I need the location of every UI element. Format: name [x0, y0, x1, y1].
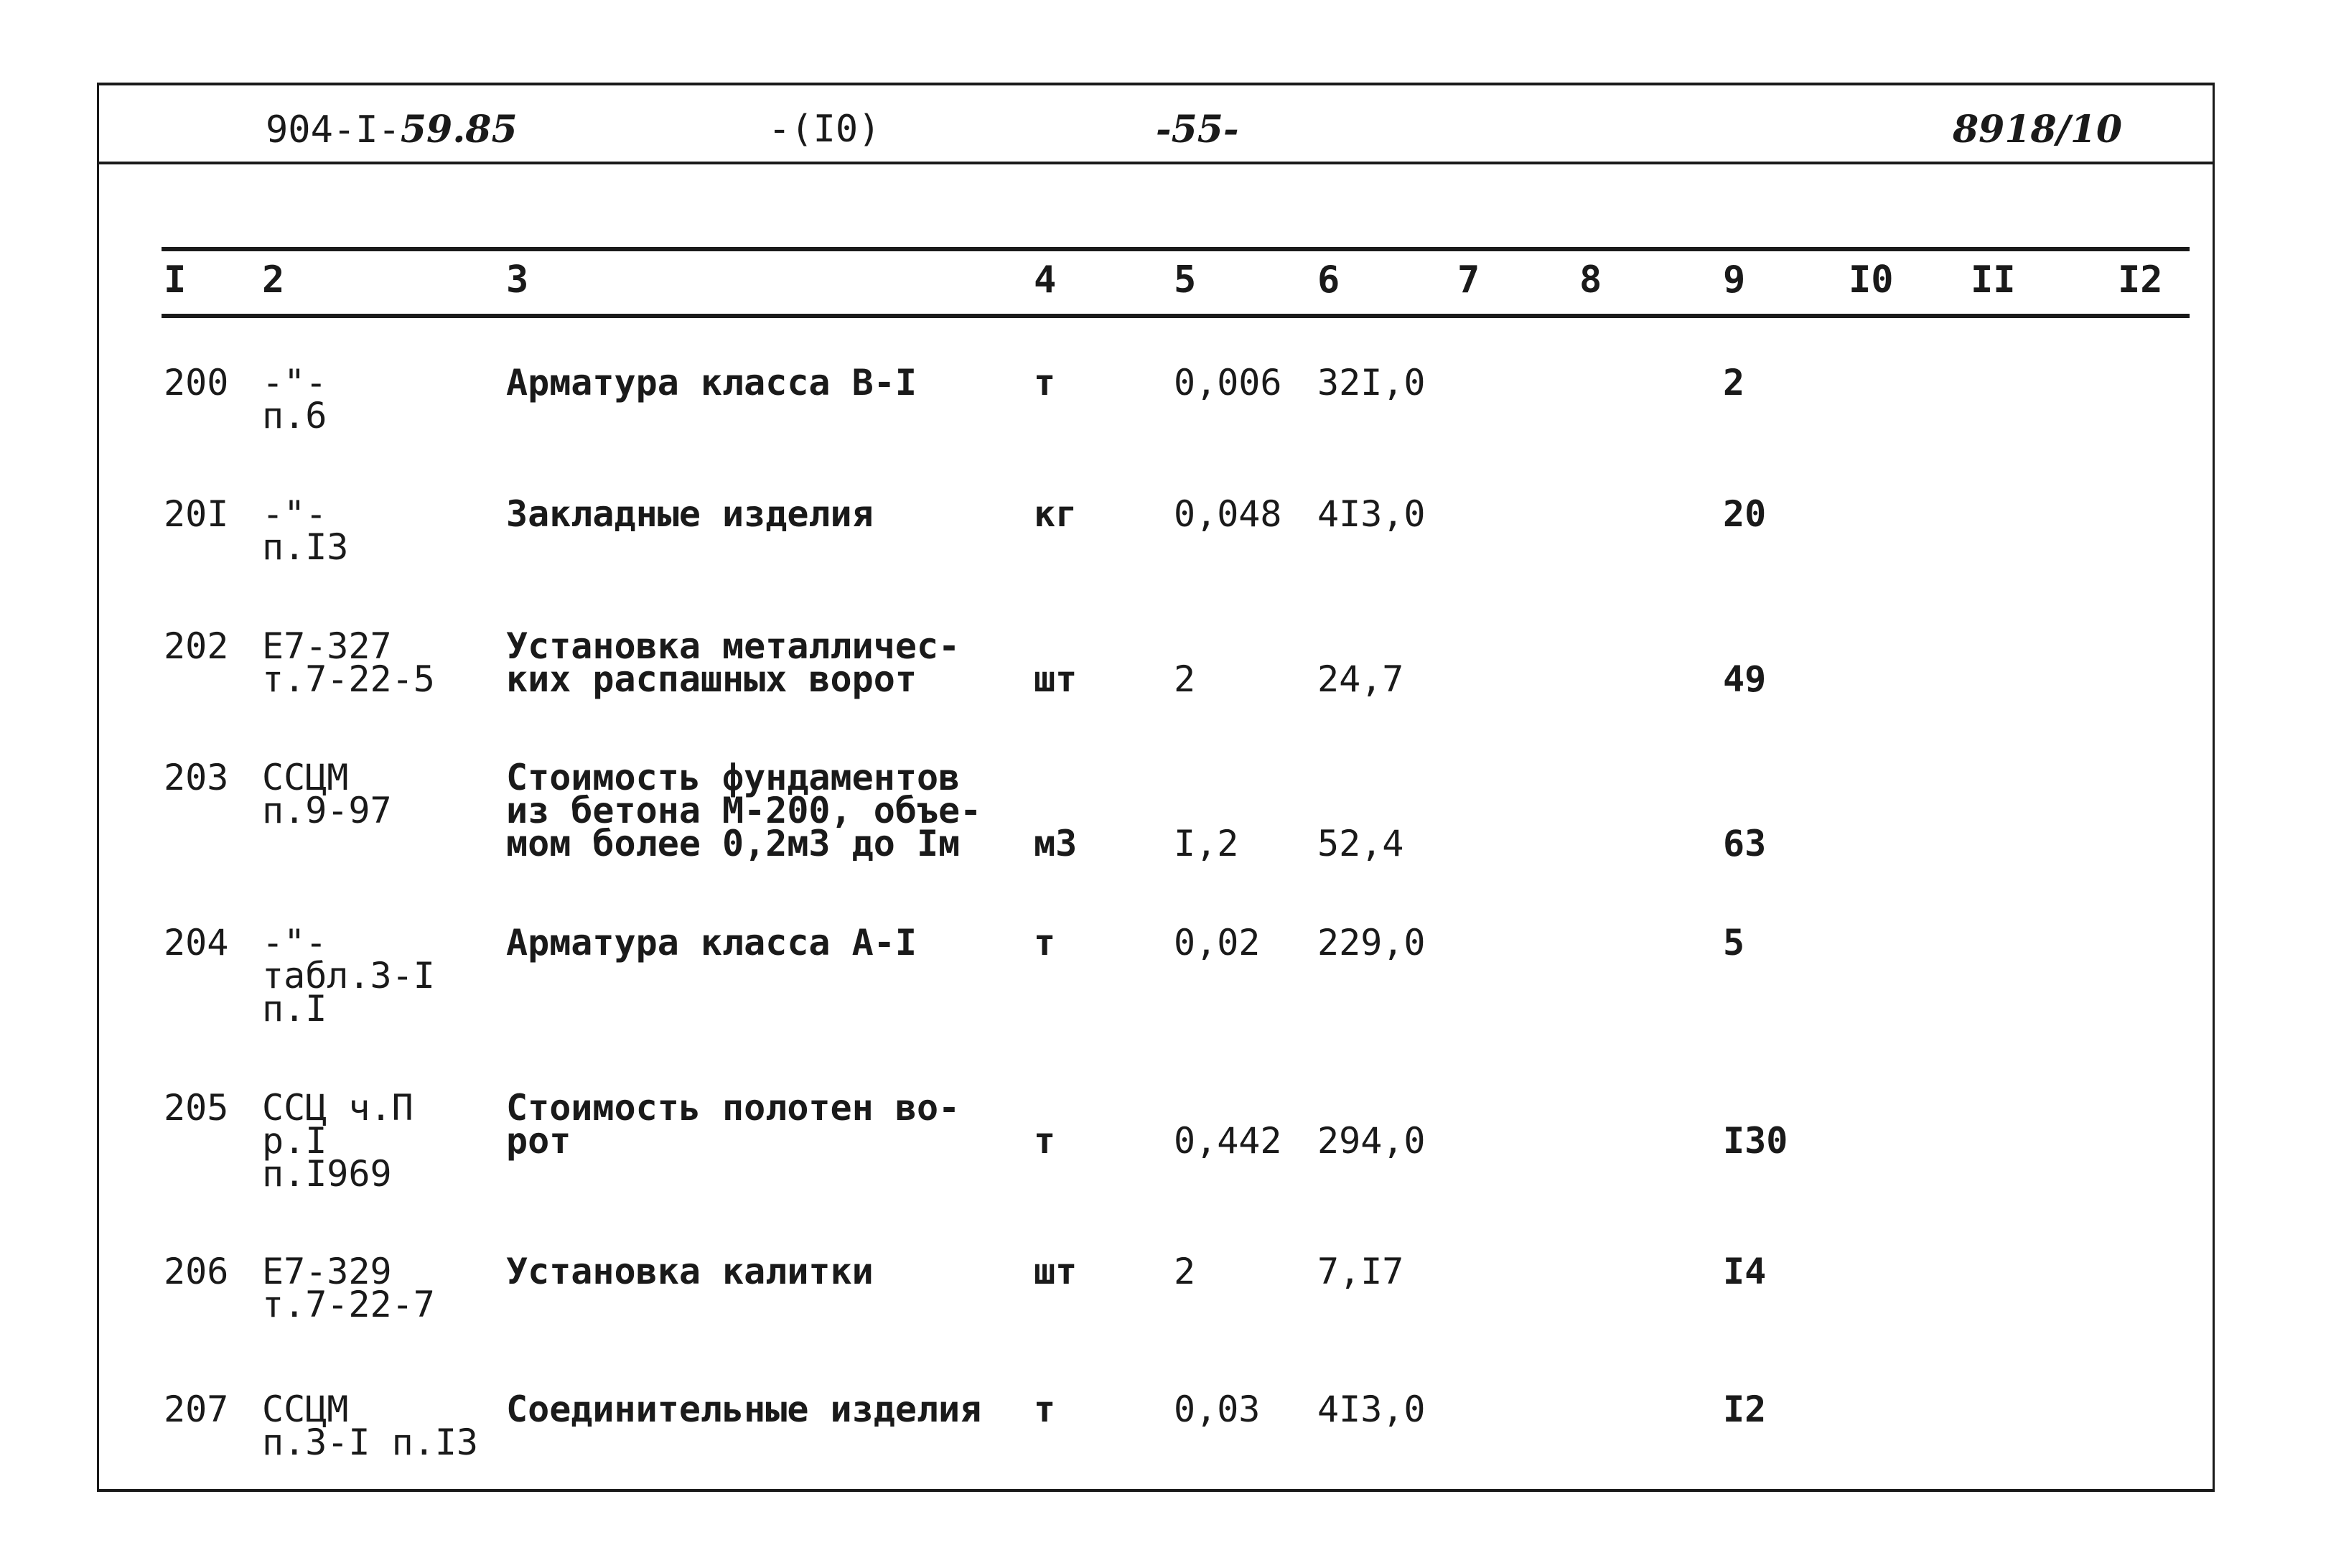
total-cost: 63 [1723, 823, 1767, 864]
unit: т [1034, 1389, 1056, 1430]
row-number: 204 [164, 922, 229, 963]
column-number: I0 [1849, 258, 1894, 302]
norm-reference: ССЦМ п.3-I п.I3 [262, 1389, 479, 1463]
unit-price: 294,0 [1317, 1120, 1426, 1162]
norm-reference: ССЦМ п.9-97 [262, 757, 392, 831]
item-name: Стоимость фундаментов из бетона М-200, объе- мом более 0,2м3 до Iм [506, 757, 982, 864]
unit-price: 52,4 [1317, 823, 1404, 864]
quantity: 2 [1174, 1251, 1196, 1292]
unit: т [1034, 362, 1056, 403]
norm-reference: Е7-327 т.7-22-5 [262, 625, 435, 700]
total-cost: 20 [1723, 493, 1767, 535]
unit-price: 4I3,0 [1317, 1389, 1426, 1430]
unit: шт [1034, 658, 1078, 700]
quantity: 2 [1174, 658, 1196, 700]
sheet-reference: 8918/10 [1953, 108, 2123, 151]
bottom-border [97, 1489, 2215, 1492]
column-number: 2 [262, 258, 285, 302]
norm-reference: ССЦ ч.П р.I п.I969 [262, 1087, 414, 1195]
unit-price: 7,I7 [1317, 1251, 1404, 1292]
total-cost: 2 [1723, 362, 1745, 403]
row-number: 20I [164, 493, 229, 535]
column-number: 7 [1457, 258, 1480, 302]
quantity: I,2 [1174, 823, 1239, 864]
item-name: Арматура класса В-I [506, 362, 917, 403]
total-cost: I4 [1723, 1251, 1767, 1292]
column-number: II [1971, 258, 2016, 302]
column-number: 4 [1034, 258, 1057, 302]
unit-price: 32I,0 [1317, 362, 1426, 403]
total-cost: I2 [1723, 1389, 1767, 1430]
unit-price: 24,7 [1317, 658, 1404, 700]
column-header-top-rule [162, 247, 2190, 251]
unit: м3 [1034, 823, 1078, 864]
item-name: Соединительные изделия [506, 1389, 982, 1430]
unit: т [1034, 1120, 1056, 1162]
quantity: 0,006 [1174, 362, 1282, 403]
header-divider [97, 162, 2215, 164]
column-number: 8 [1579, 258, 1602, 302]
total-cost: 49 [1723, 658, 1767, 700]
unit: т [1034, 922, 1056, 963]
item-name: Стоимость полотен во- рот [506, 1087, 961, 1162]
row-number: 203 [164, 757, 229, 798]
norm-reference: -"- табл.3-I п.I [262, 922, 435, 1030]
unit-price: 4I3,0 [1317, 493, 1426, 535]
norm-reference: -"- п.6 [262, 362, 327, 437]
item-name: Установка металличес- ких распашных ворот [506, 625, 961, 700]
doc-code: 904-I-59.85 [266, 108, 518, 151]
total-cost: 5 [1723, 922, 1745, 963]
unit-price: 229,0 [1317, 922, 1426, 963]
column-number: I2 [2118, 258, 2163, 302]
item-name: Арматура класса А-I [506, 922, 917, 963]
row-number: 205 [164, 1087, 229, 1129]
norm-reference: Е7-329 т.7-22-7 [262, 1251, 435, 1325]
norm-reference: -"- п.I3 [262, 493, 349, 568]
column-header-bottom-rule [162, 314, 2190, 318]
column-number: 5 [1174, 258, 1197, 302]
total-cost: I30 [1723, 1120, 1788, 1162]
item-name: Установка калитки [506, 1251, 874, 1292]
quantity: 0,02 [1174, 922, 1261, 963]
column-number: 3 [506, 258, 529, 302]
row-number: 206 [164, 1251, 229, 1292]
unit: шт [1034, 1251, 1078, 1292]
row-number: 207 [164, 1389, 229, 1430]
unit: кг [1034, 493, 1078, 535]
page-number: -55- [1156, 108, 1239, 151]
quantity: 0,048 [1174, 493, 1282, 535]
row-number: 202 [164, 625, 229, 667]
quantity: 0,03 [1174, 1389, 1261, 1430]
column-number: I [164, 258, 187, 302]
item-name: Закладные изделия [506, 493, 874, 535]
quantity: 0,442 [1174, 1120, 1282, 1162]
column-number: 9 [1723, 258, 1746, 302]
section-number: -(I0) [768, 108, 881, 151]
column-number: 6 [1317, 258, 1340, 302]
row-number: 200 [164, 362, 229, 403]
